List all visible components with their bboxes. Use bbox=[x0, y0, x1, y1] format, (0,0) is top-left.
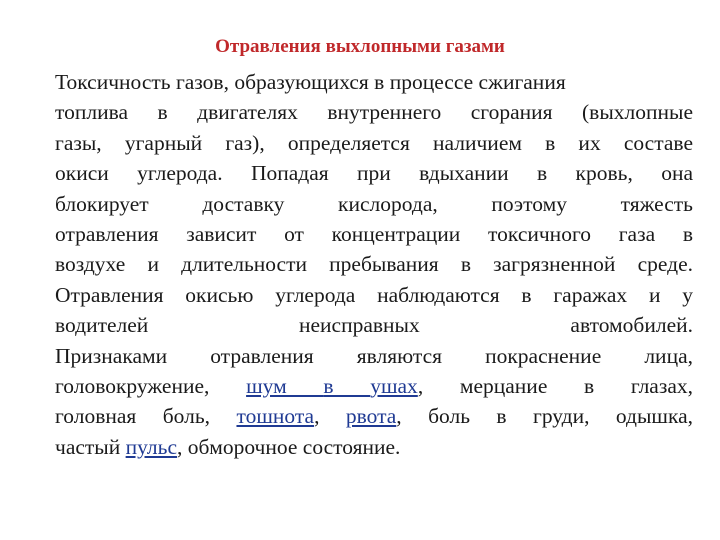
text-fragment: головная боль, bbox=[55, 404, 237, 429]
body-paragraph bbox=[55, 67, 693, 462]
text-fragment: , обморочное состояние. bbox=[177, 434, 401, 459]
text-fragment: частый bbox=[55, 434, 126, 459]
text-fragment: , bbox=[314, 404, 346, 429]
text-line: воздухе и длительности пребывания в загрязненной среде. bbox=[55, 252, 693, 277]
text-line: блокирует доставку кислорода, поэтому тяжесть bbox=[55, 191, 693, 216]
link-rvota[interactable]: рвота bbox=[345, 404, 397, 429]
text-fragment: , мерцание в глазах, bbox=[417, 373, 693, 398]
text-line: Токсичность газов, образующихся в процессе сжигания bbox=[55, 70, 566, 94]
text-line-with-links bbox=[55, 371, 693, 401]
link-v[interactable]: в bbox=[323, 373, 371, 398]
text-line: отравления зависит от концентрации токсичного газа в bbox=[55, 221, 693, 246]
text-line: окиси углерода. Попадая при вдыхании в кровь, она bbox=[55, 161, 693, 186]
text-line-with-links bbox=[55, 432, 693, 462]
text-line: водителей неисправных автомобилей. bbox=[55, 313, 693, 338]
link-puls[interactable]: пульс bbox=[125, 434, 178, 459]
text-line: Отравления окисью углерода наблюдаются в гаражах и у bbox=[55, 282, 693, 307]
link-toshnota[interactable]: тошнота bbox=[236, 404, 315, 429]
text-line: Признаками отравления являются покраснение лица, bbox=[55, 343, 693, 368]
slide-title: Отравления выхлопными газами bbox=[215, 36, 505, 57]
text-line: газы, угарный газ), определяется наличием в их составе bbox=[55, 130, 693, 155]
link-usha[interactable]: ушах bbox=[370, 373, 418, 398]
text-line: топлива в двигателях внутреннего сгорания (выхлопные bbox=[55, 100, 693, 125]
text-line-with-links bbox=[55, 401, 693, 431]
text-fragment: головокружение, bbox=[55, 373, 247, 398]
text-fragment: , боль в груди, одышка, bbox=[396, 404, 693, 429]
link-shum[interactable]: шум bbox=[246, 373, 324, 398]
